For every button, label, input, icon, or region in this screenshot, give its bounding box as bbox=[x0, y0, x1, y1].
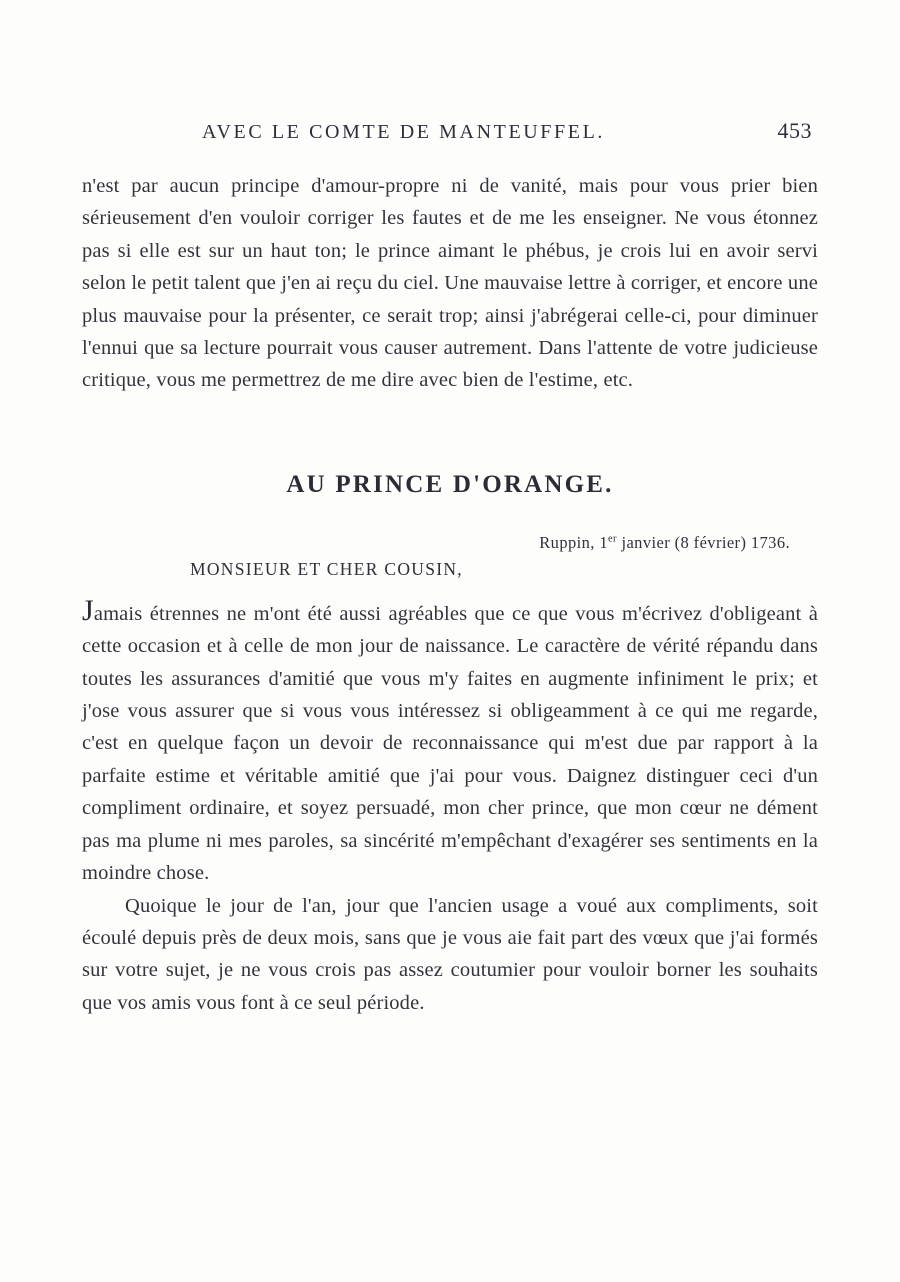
dateline-suffix: janvier (8 février) 1736. bbox=[616, 532, 790, 552]
running-title: AVEC LE COMTE DE MANTEUFFEL. bbox=[202, 121, 605, 143]
paragraph-block-continuation bbox=[82, 170, 818, 397]
page-number: 453 bbox=[777, 118, 812, 143]
salutation: MONSIEUR ET CHER COUSIN, bbox=[190, 558, 463, 579]
dateline bbox=[82, 533, 818, 553]
drop-cap: J bbox=[82, 593, 94, 627]
dateline-ordinal: er bbox=[607, 533, 617, 545]
letter-paragraph-1 bbox=[82, 593, 818, 890]
dateline-prefix: Ruppin, 1 bbox=[539, 532, 608, 552]
page-content bbox=[82, 118, 818, 1019]
paragraph-block-letter-2 bbox=[82, 890, 818, 1020]
section-title: AU PRINCE D'ORANGE. bbox=[286, 470, 614, 498]
paragraph-block-letter-1 bbox=[82, 593, 818, 890]
running-head bbox=[82, 118, 818, 144]
letter-paragraph-2: Quoique le jour de l'an, jour que l'ancien usage a voué aux compliments, soit écoulé depuis près de deux mois, sans que je vous aie fait part des vœux que j'ai formés sur votre sujet, je ne vous crois pas assez coutumier pour vouloir borner les souhaits que vos amis vous font à ce seul période. bbox=[82, 894, 818, 1014]
letter-paragraph-1-text: amais étrennes ne m'ont été aussi agréables que ce que vous m'écrivez d'obligeant à cette occasion et à celle de mon jour de naissance. Le caractère de vérité répandu dans toutes les assurances d'amitié que vous m'y faites en augmente infiniment le prix; et j'ose vous assurer que si vous vous intéressez si obligeamment à ce qui me regarde, c'est en quelque façon un devoir de reconnaissance qui m'est due par rapport à la parfaite estime et véritable amitié que j'ai pour vous. Daignez distinguer ceci d'un compliment ordinaire, et soyez persuadé, mon cher prince, que mon cœur ne dément pas ma plume ni mes paroles, sa sincérité m'empêchant d'exagérer ses sentiments en la moindre chose. bbox=[82, 602, 818, 885]
paragraph-continuation: n'est par aucun principe d'amour-propre ni de vanité, mais pour vous prier bien sérieusement d'en vouloir corriger les fautes et de me les enseigner. Ne vous étonnez pas si elle est sur un haut ton; le prince aimant le phébus, je crois lui en avoir servi selon le petit talent que j'en ai reçu du ciel. Une mauvaise lettre à corriger, et encore une plus mauvaise pour la présenter, ce serait trop; ainsi j'abrégerai celle-ci, pour diminuer l'ennui que sa lecture pourrait vous causer autrement. Dans l'attente de votre judicieuse critique, vous me permettrez de me dire avec bien de l'estime, etc. bbox=[82, 175, 818, 392]
